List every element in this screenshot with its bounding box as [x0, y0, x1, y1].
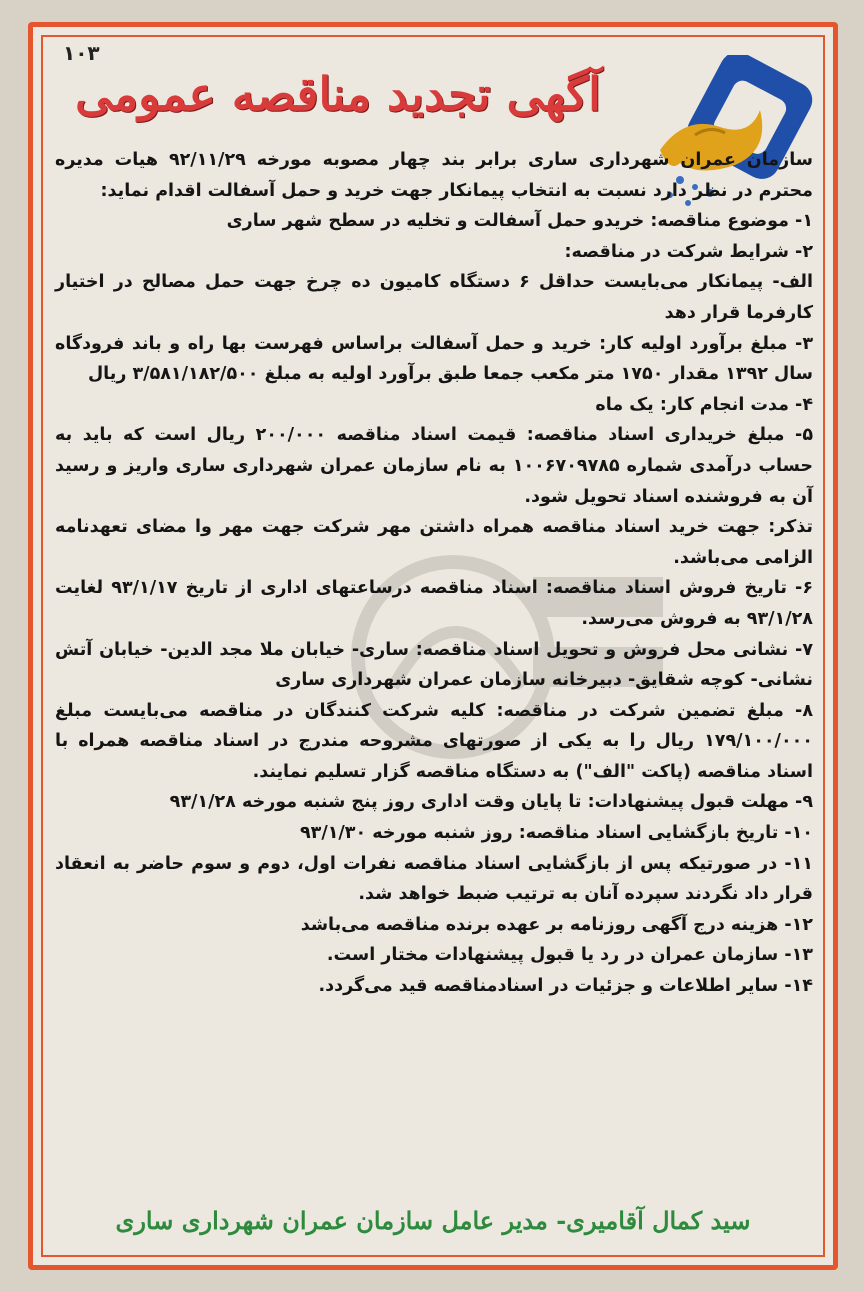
- notice-item: ۱۲- هزینه درج آگهی روزنامه بر عهده برنده مناقصه می‌باشد: [300, 914, 813, 935]
- notice-item: ۸- مبلغ تضمین شرکت در مناقصه: کلیه شرکت کنندگان در مناقصه می‌بایست مبلغ ۱۷۹/۱۰۰/۰۰۰ ریال را به یکی از صورتهای مشروحه مندرج در اسناد مناقصه همراه با اسناد مناقصه (پاکت "الف") به دستگاه مناقصه گزار تسلیم نمایند.: [55, 700, 813, 782]
- notice-item: ۱۱- در صورتیکه پس از بازگشایی اسناد مناقصه نفرات اول، دوم و سوم حاضر به انعقاد قرار داد نگردند سپرده آنان به ترتیب ضبط خواهد شد.: [55, 853, 813, 905]
- notice-item: ۳- مبلغ برآورد اولیه کار: خرید و حمل آسفالت براساس فهرست بها راه و باند فرودگاه سال ۱۳۹۲ مقدار ۱۷۵۰ متر مکعب جمعا طبق برآورد اولیه به مبلغ ۳/۵۸۱/۱۸۲/۵۰۰ ریال: [55, 333, 813, 385]
- signature-line: سید کمال آقامیری- مدیر عامل سازمان عمران شهرداری ساری: [115, 1206, 751, 1235]
- notice-item: ۱۰- تاریخ بازگشایی اسناد مناقصه: روز شنبه مورخه ۹۳/۱/۳۰: [299, 823, 813, 844]
- notice-body: [55, 145, 813, 1002]
- notice-item: ۶- تاریخ فروش اسناد مناقصه: اسناد مناقصه درساعتهای اداری از تاریخ ۹۳/۱/۱۷ لغایت ۹۳/۱/۲۸ به فروش می‌رسد.: [55, 578, 813, 629]
- ad-number: ۱۰۳: [63, 41, 100, 65]
- notice-title: آگهی تجدید مناقصه عمومی: [75, 67, 601, 121]
- notice-item: ۴- مدت انجام کار: یک ماه: [595, 394, 813, 415]
- notice-item: ۹- مهلت قبول پیشنهادات: تا پایان وقت اداری روز پنج شنبه مورخه ۹۳/۱/۲۸: [169, 792, 813, 813]
- notice-item: ۲- شرایط شرکت در مناقصه:: [564, 241, 813, 262]
- notice-item: ۱۳- سازمان عمران در رد یا قبول پیشنهادات مختار است.: [326, 945, 813, 966]
- notice-item: ۵- مبلغ خریداری اسناد مناقصه: قیمت اسناد مناقصه ۲۰۰/۰۰۰ ریال است که باید به حساب درآمدی شماره ۱۰۰۶۷۰۹۷۸۵ به نام سازمان عمران شهرداری ساری واریز و رسید آن به فروشنده اسناد تحویل شود.: [55, 425, 813, 507]
- outer-frame: [28, 22, 838, 1270]
- notice-item: الف- پیمانکار می‌بایست حداقل ۶ دستگاه کامیون ده چرخ جهت حمل مصالح در اختیار کارفرما قرار دهد: [55, 272, 813, 323]
- notice-note: تذکر: جهت خرید اسناد مناقصه همراه داشتن مهر شرکت جهت مهر وا مضای تعهدنامه الزامی می‌باشد.: [55, 517, 813, 568]
- notice-intro: سازمان عمران شهرداری ساری برابر بند چهار مصوبه مورخه ۹۲/۱۱/۲۹ هیات مدیره محترم در نظر دارد نسبت به انتخاب پیمانکار جهت خرید و حمل آسفالت اقدام نماید:: [55, 150, 813, 201]
- notice-item: ۱۴- سایر اطلاعات و جزئیات در اسنادمناقصه قید می‌گردد.: [318, 976, 813, 997]
- notice-item: ۱- موضوع مناقصه: خریدو حمل آسفالت و تخلیه در سطح شهر ساری: [226, 211, 813, 232]
- notice-item: ۷- نشانی محل فروش و تحویل اسناد مناقصه: ساری- خیابان ملا مجد الدین- خیابان آتش نشانی- کوچه شقایق- دبیرخانه سازمان عمران شهرداری ساری: [55, 639, 813, 691]
